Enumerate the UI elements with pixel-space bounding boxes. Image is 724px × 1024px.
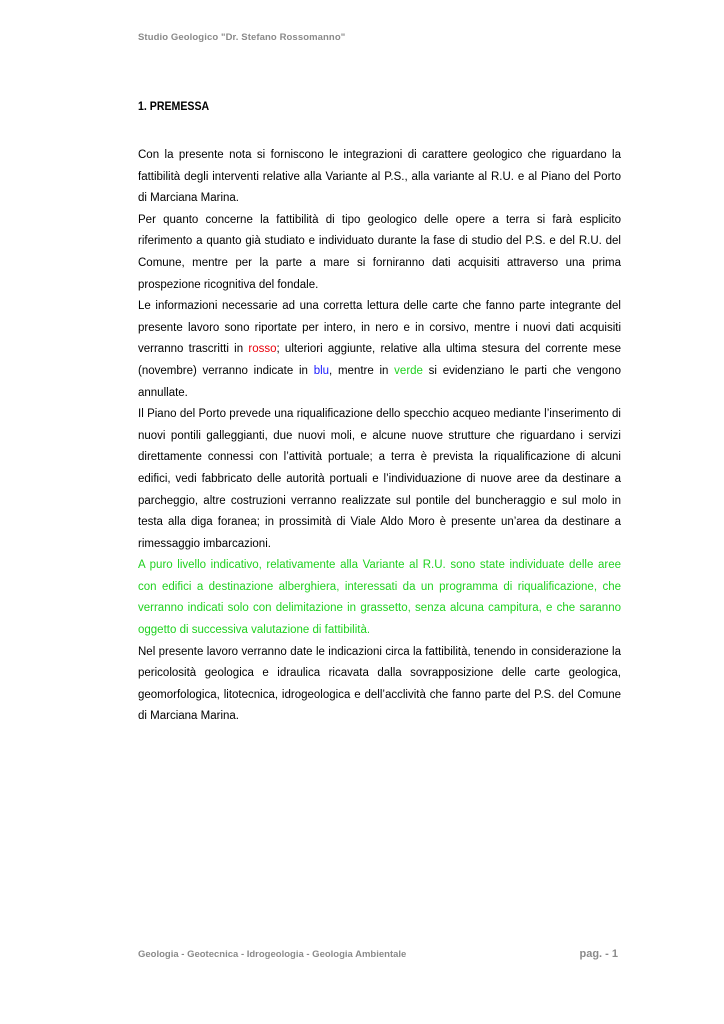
paragraph-legenda-colori xyxy=(138,296,621,404)
footer-subjects: Geologia - Geotecnica - Idrogeologia - Geologia Ambientale xyxy=(138,949,407,960)
legend-text-3: , mentre in xyxy=(329,364,395,377)
blue-color-word: blu xyxy=(313,364,330,377)
paragraph-pericolosita: Nel presente lavoro verranno date le indicazioni circa la fattibilità, tenendo in considerazione la pericolosità geologica e idraulica ricavata dalla sovrapposizione delle carte geologica, geomorfologica, litotecnica, idrogeologica e dell’acclività che fanno parte del P.S. del Comune di Marciana Marina. xyxy=(138,645,621,723)
document-body xyxy=(138,145,621,728)
paragraph-annullato-verde: A puro livello indicativo, relativamente alla Variante al R.U. sono state individuate delle aree con edifici a destinazione alberghiera, interessati da un programma di riqualificazione, che verranno indicati solo con delimitazione in grassetto, senza alcuna campitura, e che saranno oggetto di successiva valutazione di fattibilità. xyxy=(138,559,621,637)
legend-text-2: ; ulteriori aggiunte, relative alla ultima stesura del corrente mese (novembre) verranno indicate in xyxy=(138,343,621,377)
section-title: 1. PREMESSA xyxy=(138,101,210,113)
legend-text-1: Le informazioni necessarie ad una corretta lettura delle carte che fanno parte integrante del presente lavoro sono riportate per intero, in nero e in corsivo, mentre i nuovi dati acquisiti verranno trascritti in xyxy=(138,300,621,356)
paragraph-fattibilita: Per quanto concerne la fattibilità di tipo geologico delle opere a terra si farà esplicito riferimento a quanto già studiato e individuato durante la fase di studio del P.S. e del R.U. del Comune, mentre per la parte a mare si forniranno dati acquisiti attraverso una prima prospezione ricognitiva del fondale. xyxy=(138,213,621,291)
green-color-word: verde xyxy=(394,364,423,377)
paragraph-intro: Con la presente nota si forniscono le integrazioni di carattere geologico che riguardano la fattibilità degli interventi relative alla Variante al P.S., alla variante al R.U. e al Piano del Porto di Marciana Marina. xyxy=(138,149,621,205)
legend-text-4: si evidenziano le parti che vengono annullate. xyxy=(138,364,621,399)
red-color-word: rosso xyxy=(248,343,277,356)
page-header: Studio Geologico "Dr. Stefano Rossomanno" xyxy=(138,32,346,43)
page-number: pag. - 1 xyxy=(579,948,618,960)
paragraph-piano-porto: Il Piano del Porto prevede una riqualificazione dello specchio acqueo mediante l’inserimento di nuovi pontili galleggianti, due nuovi moli, e alcune nuove strutture che riguardano i servizi direttamente connessi con l’attività portuale; a terra è prevista la riqualificazione di alcuni edifici, vedi fabbricato delle autorità portuali e l’individuazione di nuove aree da destinare a parcheggio, altre costruzioni verranno realizzate sul pontile del buncheraggio e sul molo in testa alla diga foranea; in prossimità di Viale Aldo Moro è presente un’area da destinare a rimessaggio imbarcazioni. xyxy=(138,408,621,550)
